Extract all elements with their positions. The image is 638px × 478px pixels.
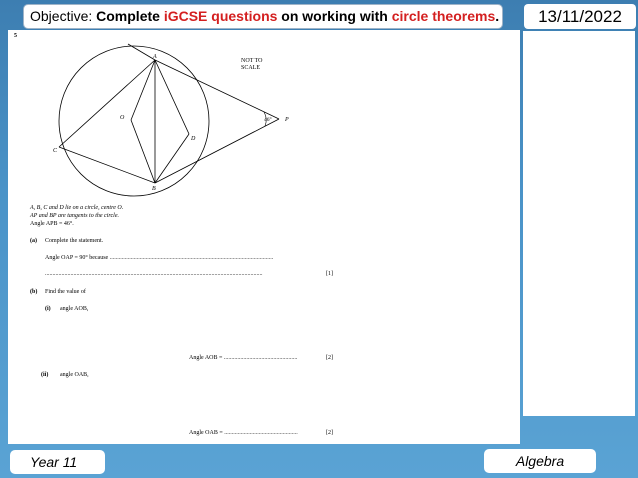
objective-red2: circle theorems (391, 8, 496, 24)
objective-red1: iGCSE questions (163, 8, 278, 24)
mark-1: [1] (326, 271, 333, 277)
objective-part2: on working with (277, 8, 392, 24)
not-to-scale-1: NOT TO (241, 58, 263, 64)
answer-aob[interactable]: Angle AOB = ................................................. (189, 355, 298, 361)
objective-part1: Complete (96, 8, 164, 24)
part-b-i-text: angle AOB, (60, 306, 89, 312)
part-a-statement[interactable]: Angle OAP = 90° because ............................................................................................................. (45, 255, 274, 261)
part-a-dots[interactable]: ................................................................................................................................................. (45, 271, 263, 277)
circle (59, 46, 209, 196)
date-box: 13/11/2022 (524, 4, 636, 29)
part-b-ii-label: (ii) (41, 372, 49, 378)
mark-2b: [2] (326, 430, 333, 436)
part-a-label: (a) (30, 238, 37, 244)
not-to-scale-2: SCALE (241, 65, 261, 71)
info-line-3: Angle APB = 46°. (30, 221, 74, 227)
label-a: A (153, 54, 157, 60)
line-ad (155, 60, 189, 134)
label-c: C (53, 148, 58, 154)
topic-label: Algebra (484, 449, 596, 473)
part-b-ii-text: angle OAB, (60, 372, 89, 378)
objective-banner (23, 4, 503, 29)
mark-2a: [2] (326, 355, 333, 361)
objective-prefix: Objective: (30, 8, 97, 24)
worksheet (8, 30, 520, 444)
line-ao (131, 60, 155, 120)
side-panel (523, 31, 635, 416)
part-a-text: Complete the statement. (45, 238, 104, 244)
question-number: 5 (14, 33, 17, 39)
label-p: P (285, 117, 289, 123)
tangent-ap (155, 60, 279, 119)
label-o: O (120, 115, 125, 121)
line-db (155, 134, 189, 183)
year-label: Year 11 (10, 450, 105, 474)
line-ac (59, 60, 155, 147)
objective-end: . (495, 8, 500, 24)
info-line-2: AP and BP are tangents to the circle. (30, 213, 119, 219)
part-b-text: Find the value of (45, 289, 86, 295)
label-d: D (191, 136, 196, 142)
line-ob (131, 120, 155, 183)
angle-label: 46° (264, 117, 272, 123)
circle-diagram (8, 30, 520, 210)
answer-oab[interactable]: Angle OAB = ................................................. (189, 430, 298, 436)
part-b-i-label: (i) (45, 306, 51, 312)
info-line-1: A, B, C and D lie on a circle, centre O. (30, 205, 124, 211)
tangent-bp (155, 119, 279, 183)
part-b-label: (b) (30, 289, 38, 295)
label-b: B (152, 186, 156, 192)
